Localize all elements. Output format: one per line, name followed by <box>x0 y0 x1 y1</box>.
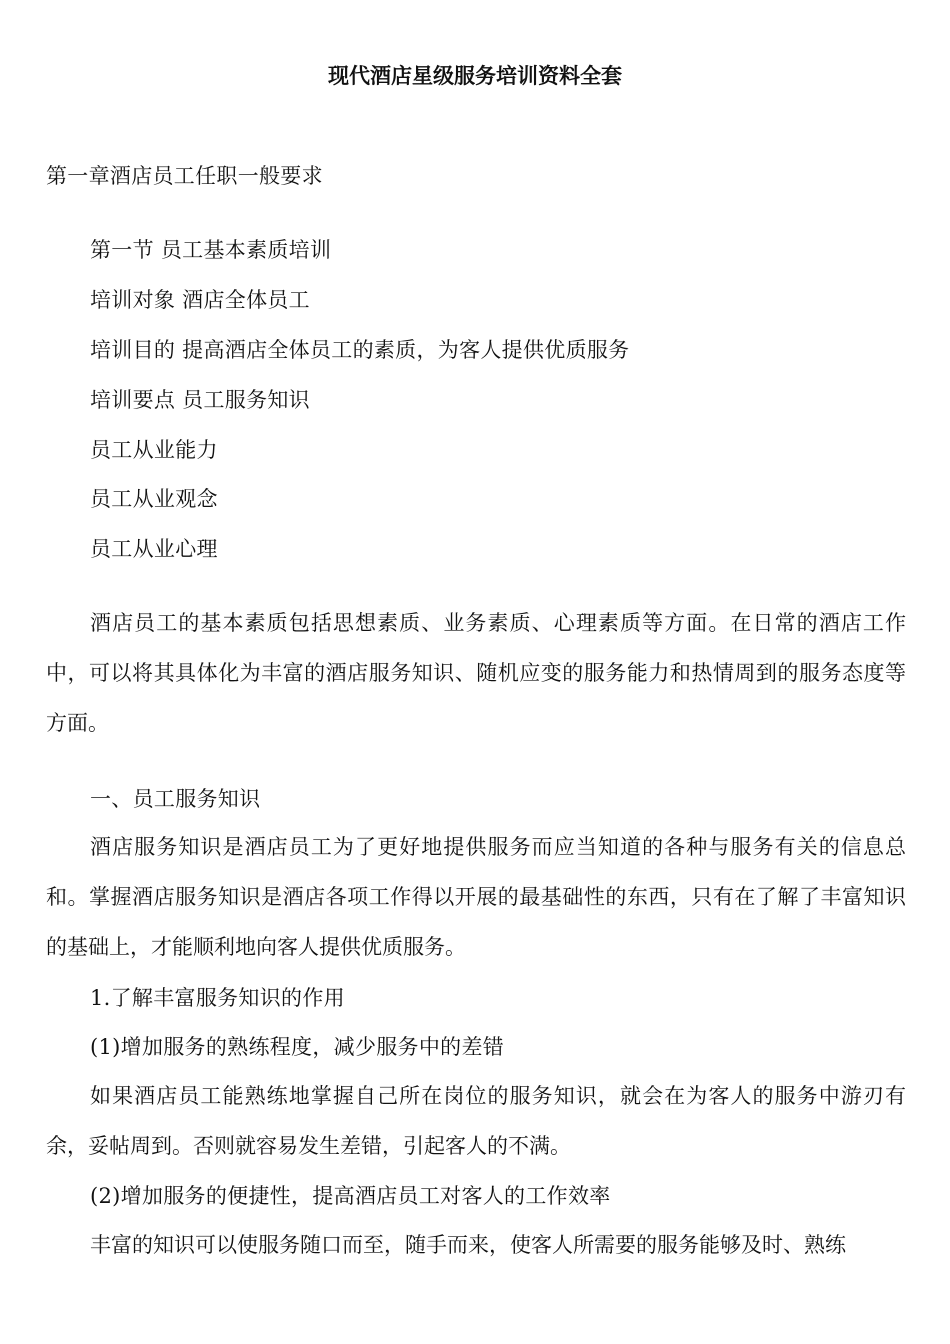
training-goal: 培训目的 提高酒店全体员工的素质，为客人提供优质服务 <box>90 338 630 362</box>
chapter-heading: 第一章酒店员工任职一般要求 <box>46 164 323 188</box>
section-heading: 第一节 员工基本素质培训 <box>90 238 332 262</box>
knowledge-role-subheading: 1.了解丰富服务知识的作用 <box>90 986 345 1010</box>
list-item-2: (2)增加服务的便捷性，提高酒店员工对客人的工作效率 <box>90 1184 611 1208</box>
training-point-psychology: 员工从业心理 <box>90 537 218 561</box>
list-item-1: (1)增加服务的熟练程度，减少服务中的差错 <box>90 1035 505 1059</box>
training-point-concept: 员工从业观念 <box>90 487 218 511</box>
training-target: 培训对象 酒店全体员工 <box>90 288 310 312</box>
training-point-ability: 员工从业能力 <box>90 438 218 462</box>
list-item-1-paragraph: 如果酒店员工能熟练地掌握自己所在岗位的服务知识，就会在为客人的服务中游刃有余，妥帖周到。否则就容易发生差错，引起客人的不满。 <box>46 1084 906 1158</box>
document-title: 现代酒店星级服务培训资料全套 <box>328 63 622 88</box>
list-item-2-paragraph: 丰富的知识可以使服务随口而至，随手而来，使客人所需要的服务能够及时、熟练 <box>90 1233 846 1257</box>
intro-paragraph: 酒店员工的基本素质包括思想素质、业务素质、心理素质等方面。在日常的酒店工作中，可以将其具体化为丰富的酒店服务知识、随机应变的服务能力和热情周到的服务态度等方面。 <box>46 611 906 735</box>
service-knowledge-heading: 一、员工服务知识 <box>90 787 261 811</box>
service-knowledge-paragraph: 酒店服务知识是酒店员工为了更好地提供服务而应当知道的各种与服务有关的信息总和。掌握酒店服务知识是酒店各项工作得以开展的最基础性的东西，只有在了解了丰富知识的基础上，才能顺利地向客人提供优质服务。 <box>46 835 906 959</box>
training-points: 培训要点 员工服务知识 <box>90 388 310 412</box>
